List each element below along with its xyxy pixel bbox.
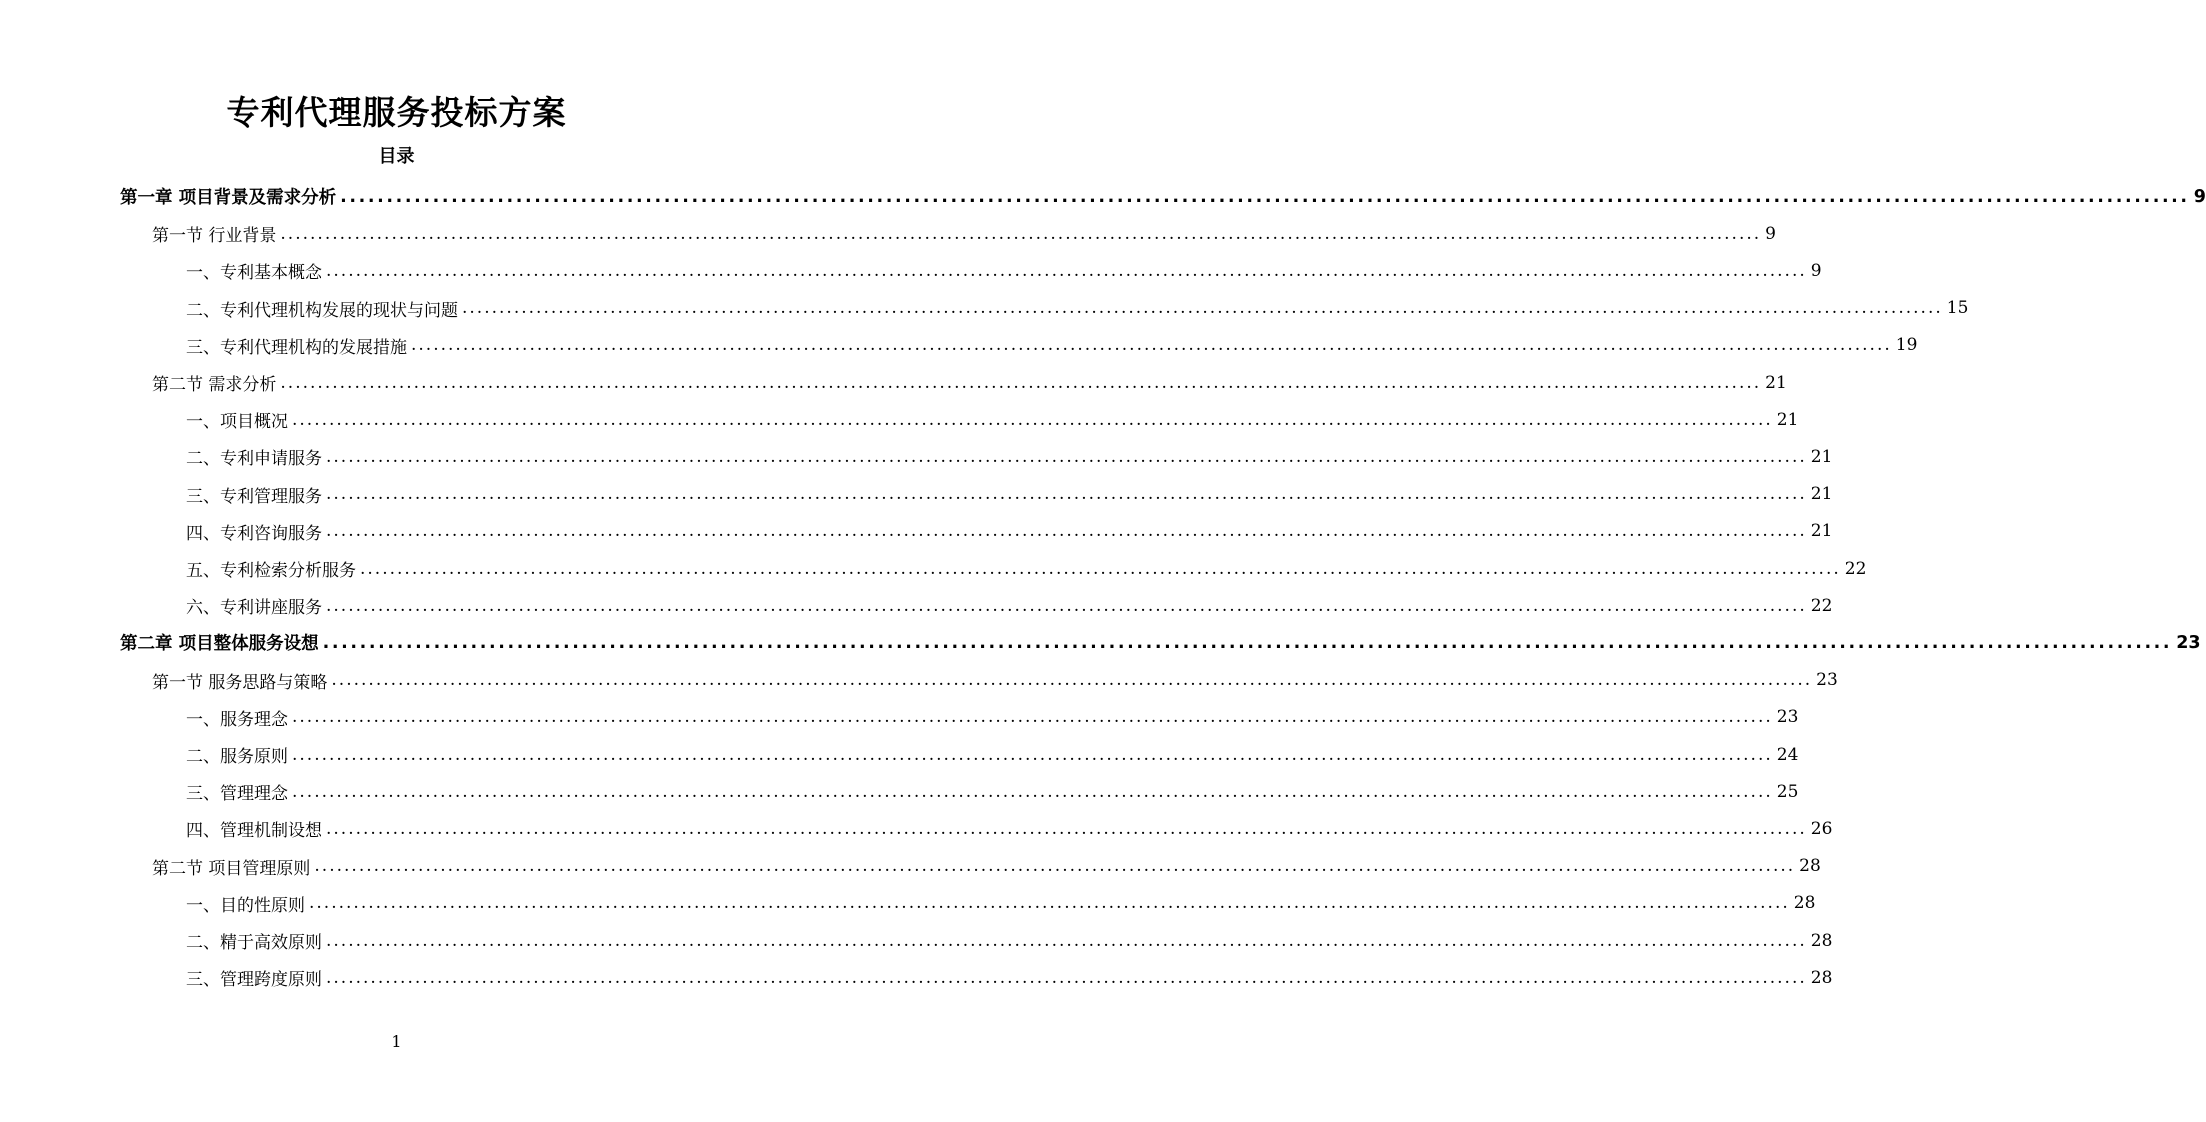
toc-entry[interactable] <box>186 513 1833 550</box>
toc-entry-page: 26 <box>1810 818 1833 839</box>
toc-leader-dots: ........................................................................................................................................................................................................ <box>280 372 1762 393</box>
toc-entry-label: 三、专利管理服务 <box>186 486 322 507</box>
toc-leader-dots: ........................................................................................................................................................................................................ <box>314 856 1796 877</box>
toc-leader-dots: ........................................................................................................................................................................................................ <box>326 446 1807 467</box>
toc-entry[interactable] <box>152 848 1821 885</box>
toc-entry-page: 28 <box>1799 856 1821 877</box>
toc-entry[interactable] <box>186 550 1867 587</box>
toc-entry[interactable] <box>186 401 1799 438</box>
toc-leader-dots: ........................................................................................................................................................................................................ <box>326 818 1807 839</box>
toc-entry-label: 四、专利咨询服务 <box>186 523 322 544</box>
toc-entry-label: 二、专利申请服务 <box>186 449 322 470</box>
document-title: 专利代理服务投标方案 <box>226 93 567 132</box>
toc-entry-label: 第二章 项目整体服务设想 <box>120 634 319 655</box>
toc-entry[interactable] <box>120 178 2206 215</box>
toc-leader-dots: ........................................................................................................................................................................................................ <box>292 781 1773 802</box>
toc-entry-label: 一、目的性原则 <box>186 895 305 916</box>
toc-entry-page: 28 <box>1810 930 1833 951</box>
toc-entry-page: 22 <box>1810 595 1833 616</box>
toc-leader-dots: ........................................................................................................................................................................................................ <box>292 707 1773 728</box>
toc-entry-page: 28 <box>1810 967 1833 988</box>
toc-entry-page: 9 <box>1765 223 1776 244</box>
toc-entry-label: 三、管理跨度原则 <box>186 970 322 991</box>
toc-entry-page: 9 <box>1810 260 1822 281</box>
toc-entry[interactable] <box>186 290 1969 327</box>
toc-entry-page: 15 <box>1946 298 1969 319</box>
toc-entry[interactable] <box>186 773 1799 810</box>
toc-leader-dots: ........................................................................................................................................................................................................ <box>340 186 2190 207</box>
toc-leader-dots: ........................................................................................................................................................................................................ <box>326 595 1807 616</box>
toc-entry-label: 一、专利基本概念 <box>186 263 322 284</box>
toc-entry-label: 三、管理理念 <box>186 784 288 805</box>
toc-leader-dots: ........................................................................................................................................................................................................ <box>309 893 1790 914</box>
toc-leader-dots: ........................................................................................................................................................................................................ <box>326 484 1807 505</box>
toc-leader-dots: ........................................................................................................................................................................................................ <box>411 335 1892 356</box>
toc-entry[interactable] <box>186 699 1799 736</box>
toc-entry[interactable] <box>186 810 1833 847</box>
toc-entry-page: 21 <box>1765 372 1787 393</box>
toc-entry[interactable] <box>186 587 1833 624</box>
toc-leader-dots: ........................................................................................................................................................................................................ <box>326 967 1807 988</box>
toc-entry-page: 21 <box>1810 484 1833 505</box>
toc-leader-dots: ........................................................................................................................................................................................................ <box>292 409 1773 430</box>
toc-entry-page: 24 <box>1776 744 1799 765</box>
toc-entry-label: 第一节 行业背景 <box>152 226 277 247</box>
toc-entry-label: 二、专利代理机构发展的现状与问题 <box>186 300 458 321</box>
toc-leader-dots: ........................................................................................................................................................................................................ <box>331 670 1813 691</box>
toc-entry[interactable] <box>186 736 1799 773</box>
toc-entry[interactable] <box>186 959 1833 996</box>
toc-entry[interactable] <box>186 438 1833 475</box>
toc-entry[interactable] <box>186 252 1822 289</box>
toc-entry[interactable] <box>152 215 1776 252</box>
toc-entry-page: 19 <box>1895 335 1918 356</box>
toc-entry[interactable] <box>152 364 1787 401</box>
page-number: 1 <box>391 1032 402 1051</box>
toc-entry-label: 一、项目概况 <box>186 412 288 433</box>
toc-entry[interactable] <box>186 885 1816 922</box>
toc-entry[interactable] <box>152 662 1838 699</box>
toc-leader-dots: ........................................................................................................................................................................................................ <box>280 223 1762 244</box>
toc-entry-page: 23 <box>2176 632 2201 653</box>
toc-entry-page: 21 <box>1810 446 1833 467</box>
toc-entry[interactable] <box>186 327 1918 364</box>
toc-entry-page: 21 <box>1776 409 1799 430</box>
toc-leader-dots: ........................................................................................................................................................................................................ <box>292 744 1773 765</box>
toc-entry-label: 五、专利检索分析服务 <box>186 561 356 581</box>
toc-entry-page: 9 <box>2193 186 2206 207</box>
toc-entry-label: 第一节 服务思路与策略 <box>152 672 328 693</box>
toc-entry[interactable] <box>120 624 2201 661</box>
toc-entry-page: 22 <box>1844 558 1867 579</box>
toc-entry-page: 25 <box>1776 781 1799 802</box>
toc-entry[interactable] <box>186 922 1833 959</box>
toc-entry-label: 四、管理机制设想 <box>186 821 322 842</box>
toc-entry-page: 21 <box>1810 521 1833 542</box>
toc-leader-dots: ........................................................................................................................................................................................................ <box>326 930 1807 951</box>
toc-entry-label: 三、专利代理机构的发展措施 <box>186 337 407 358</box>
toc-entry[interactable] <box>186 476 1833 513</box>
toc-entry-page: 28 <box>1793 893 1816 914</box>
toc-entry-label: 二、精于高效原则 <box>186 933 322 953</box>
toc-entry-label: 六、专利讲座服务 <box>186 598 322 619</box>
toc-leader-dots: ........................................................................................................................................................................................................ <box>326 260 1807 281</box>
toc-entry-label: 第二节 项目管理原则 <box>152 858 311 879</box>
toc-leader-dots: ........................................................................................................................................................................................................ <box>360 558 1841 579</box>
toc-entry-label: 第二节 需求分析 <box>152 375 277 395</box>
toc-entry-page: 23 <box>1776 707 1799 728</box>
toc-entry-label: 第一章 项目背景及需求分析 <box>120 188 337 208</box>
toc-heading: 目录 <box>378 146 415 167</box>
toc-entry-label: 二、服务原则 <box>186 747 288 767</box>
toc-entry-label: 一、服务理念 <box>186 709 288 730</box>
toc-leader-dots: ........................................................................................................................................................................................................ <box>326 521 1807 542</box>
toc-entry-page: 23 <box>1816 670 1838 691</box>
toc-leader-dots: ........................................................................................................................................................................................................ <box>462 298 1943 319</box>
toc-leader-dots: ........................................................................................................................................................................................................ <box>322 632 2173 653</box>
